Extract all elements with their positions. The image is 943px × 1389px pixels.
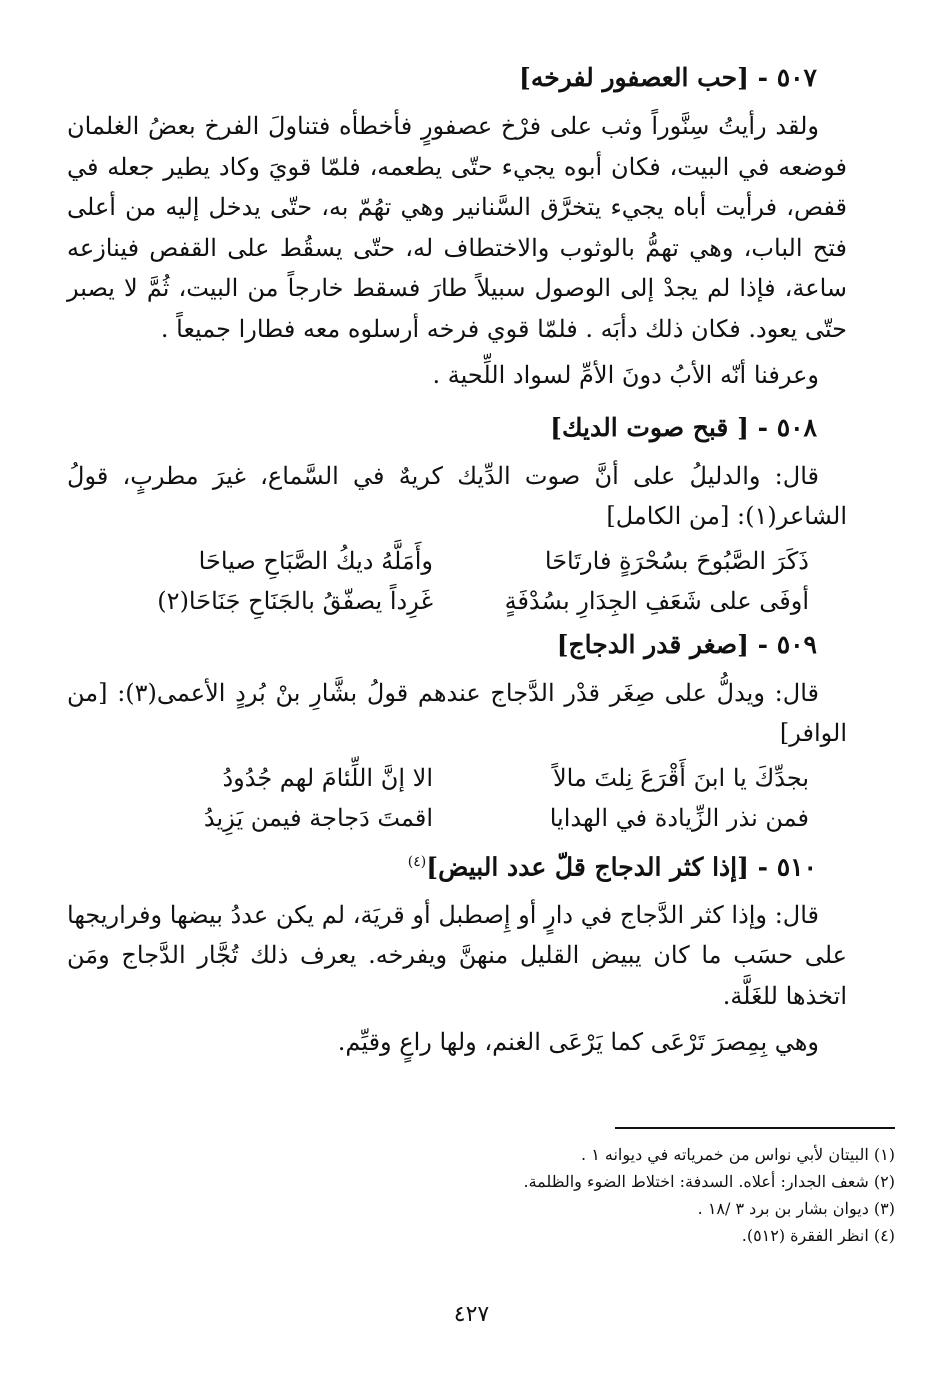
section-heading: ٥٠٧ - [حب العصفور لفرخه] <box>519 63 817 92</box>
footnote-divider <box>615 1127 895 1129</box>
paragraph: وعرفنا أنّه الأبُ دونَ الأمِّ لسواد اللِّحية . <box>432 361 819 389</box>
section-heading <box>67 840 847 889</box>
poem <box>67 541 847 621</box>
paragraph: قال: والدليلُ على أنَّ صوت الدِّيك كريهٌ في السَّماع، غيرَ مطربٍ، قولُ الشاعر(١): [من الكامل] <box>67 461 847 530</box>
section-507 <box>67 56 847 396</box>
poem-verse <box>67 798 847 838</box>
poem-verse <box>67 541 847 581</box>
paragraph: قال: وإذا كثر الدَّجاج في دارٍ أو إِصطبل أو قريَة، لم يكن عددُ بيضها وفراريجها على حسَب ما كان يبيض القليل منهنَّ ويفرخه. يعرف ذلك تُجَّار الدَّجاج ومَن اتخذها للغَلَّة. <box>67 900 847 1010</box>
section-heading: ٥٠٨ - [ قبح صوت الديك] <box>550 412 817 442</box>
footnote: (٢) شعف الجدار: أعلاه. السدفة: اختلاط الضوء والظلمة. <box>523 1172 895 1191</box>
paragraph: قال: ويدلُّ على صِغَر قدْر الدَّجاج عندهم قولُ بشَّارِ بنْ بُردٍ الأعمى(٣): [من الوافر] <box>67 678 847 747</box>
section-508 <box>67 406 847 621</box>
main-text <box>67 56 847 1063</box>
verse-first-hemistich: بجدِّكَ يا ابنَ أَقْرَعَ نِلتَ مالاً <box>552 763 809 792</box>
footnote: (٣) ديوان بشار بن برد ٣ /١٨ . <box>697 1199 895 1218</box>
section-509 <box>67 623 847 838</box>
verse-second-hemistich: غَرِداً يصفّقُ بالجَنَاحِ جَنَاحَا(٢) <box>157 586 433 615</box>
footnote-ref: (٤) <box>407 853 427 870</box>
section-heading-text: ٥١٠ - [إذا كثر الدجاج قلّ عدد البيض] <box>426 851 817 881</box>
section-heading: ٥٠٩ - [صغر قدر الدجاج] <box>556 629 817 659</box>
footnote: (١) البيتان لأبي نواس من خمرياته في ديوانه ١ . <box>581 1145 895 1164</box>
poem-verse <box>67 758 847 798</box>
page-number: ٤٢٧ <box>453 1302 490 1327</box>
verse-second-hemistich: وأَمَلَّهُ ديكُ الصَّبَاحِ صياحَا <box>198 546 433 575</box>
verse-second-hemistich: اقمتَ دَجاجة فيمن يَزِيدُ <box>203 803 433 832</box>
verse-first-hemistich: فمن نذر الزِّيادة في الهدايا <box>549 803 809 832</box>
verse-first-hemistich: أوفَى على شَعَفِ الجِدَارِ بسُدْفَةٍ <box>504 586 809 615</box>
paragraph: وهي بِمِصرَ تَرْعَى كما يَرْعَى الغنم، ولها راعٍ وقيِّم. <box>337 1028 819 1057</box>
footnotes <box>65 1127 895 1249</box>
verse-first-hemistich: ذَكَرَ الصَّبُوحَ بسُحْرَةٍ فارتَاحَا <box>544 546 809 575</box>
verse-second-hemistich: الا إنَّ اللِّئامَ لهم جُدُودُ <box>222 763 433 792</box>
paragraph: ولقد رأيتُ سِنَّوراً وثب على فرْخ عصفورٍ فأخطأه فتناولَ الفرخ بعضُ الغلمان فوضعه في البيت، فكان أبوه يجيء حتّى يطعمه، فلمّا قويَ وكاد يطير جعله في قفص، فرأيت أباه يجيء يتخرَّق السَّنانير وهي تهُمّ به، حتّى يدخل إليه من أعلى فتح الباب، وهي تهمُّ بالوثوب والاختطاف له، حتّى يسقُط على القفص فينازعه ساعة، فإذا لم يجدْ إلى الوصول سبيلاً طارَ فسقط خارجاً من البيت، ثُمَّ لا يصبر حتّى يعود. فكان ذلك دأبَه . فلمّا قوي فرخه أرسلوه معه فطارا جميعاً . <box>67 112 847 343</box>
poem <box>67 758 847 838</box>
poem-verse <box>67 581 847 621</box>
footnote: (٤) انظر الفقرة (٥١٢). <box>741 1226 895 1245</box>
section-510 <box>67 840 847 1063</box>
